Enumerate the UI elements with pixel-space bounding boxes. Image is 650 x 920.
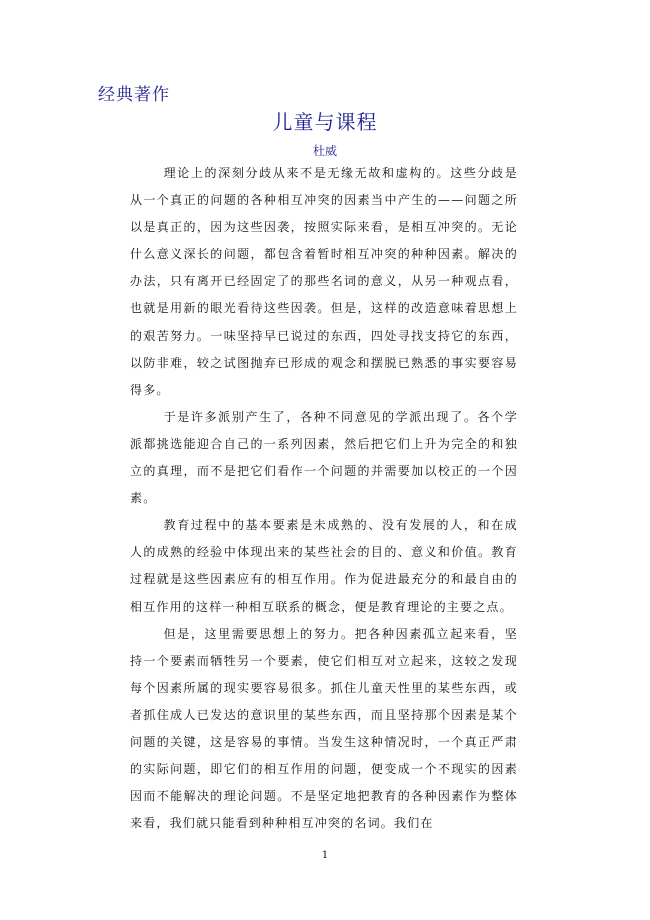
- author-name: 杜威: [312, 144, 337, 158]
- article-body: [130, 160, 518, 837]
- paragraph: 于是许多派别产生了，各种不同意见的学派出现了。各个学派都挑选能迎合自己的一系列因素，然后把它们上升为完全的和独立的真理，而不是把它们看作一个问题的并需要加以校正的一个因素。: [130, 409, 518, 506]
- paragraph: 教育过程中的基本要素是未成熟的、没有发展的人，和在成人的成熟的经验中体现出来的某些社会的目的、意义和价值。教育过程就是这些因素应有的相互作用。作为促进最充分的和最自由的相互作用的这样一种相互联系的概念，便是教育理论的主要之点。: [130, 518, 518, 614]
- paragraph: 但是，这里需要思想上的努力。把各种因素孤立起来看，坚持一个要素而牺牲另一个要素，使它们相互对立起来，这较之发现每个因素所属的现实要容易很多。抓住儿童天性里的某些东西，或者抓住成人已发达的意识里的某些东西，而且坚持那个因素是某个问题的关键，这是容易的事情。当发生这种情况时，一个真正严肃的实际问题，即它们的相互作用的问题，便变成一个不现实的因素因而不能解决的理论问题。不是坚定地把教育的各种因素作为整体来看，我们就只能看到种种相互冲突的名词。我们在: [130, 626, 518, 831]
- page-number: 1: [321, 850, 329, 861]
- section-label: 经典著作: [98, 85, 170, 105]
- page-title: 儿童与课程: [272, 110, 378, 134]
- paragraph: 理论上的深刻分歧从来不是无缘无故和虚构的。这些分歧是从一个真正的问题的各种相互冲突的因素当中产生的——问题之所以是真正的，因为这些因袭，按照实际来看，是相互冲突的。无论什么意义深长的问题，都包含着暂时相互冲突的种种因素。解决的办法，只有离开已经固定了的那些名词的意义，从另一种观点看，也就是用新的眼光看待这些因袭。但是，这样的改造意味着思想上的艰苦努力。一味坚持早已说过的东西，四处寻找支持它的东西，以防非难，较之试图抛弃已形成的观念和摆脱已熟悉的事实要容易得多。: [130, 166, 518, 397]
